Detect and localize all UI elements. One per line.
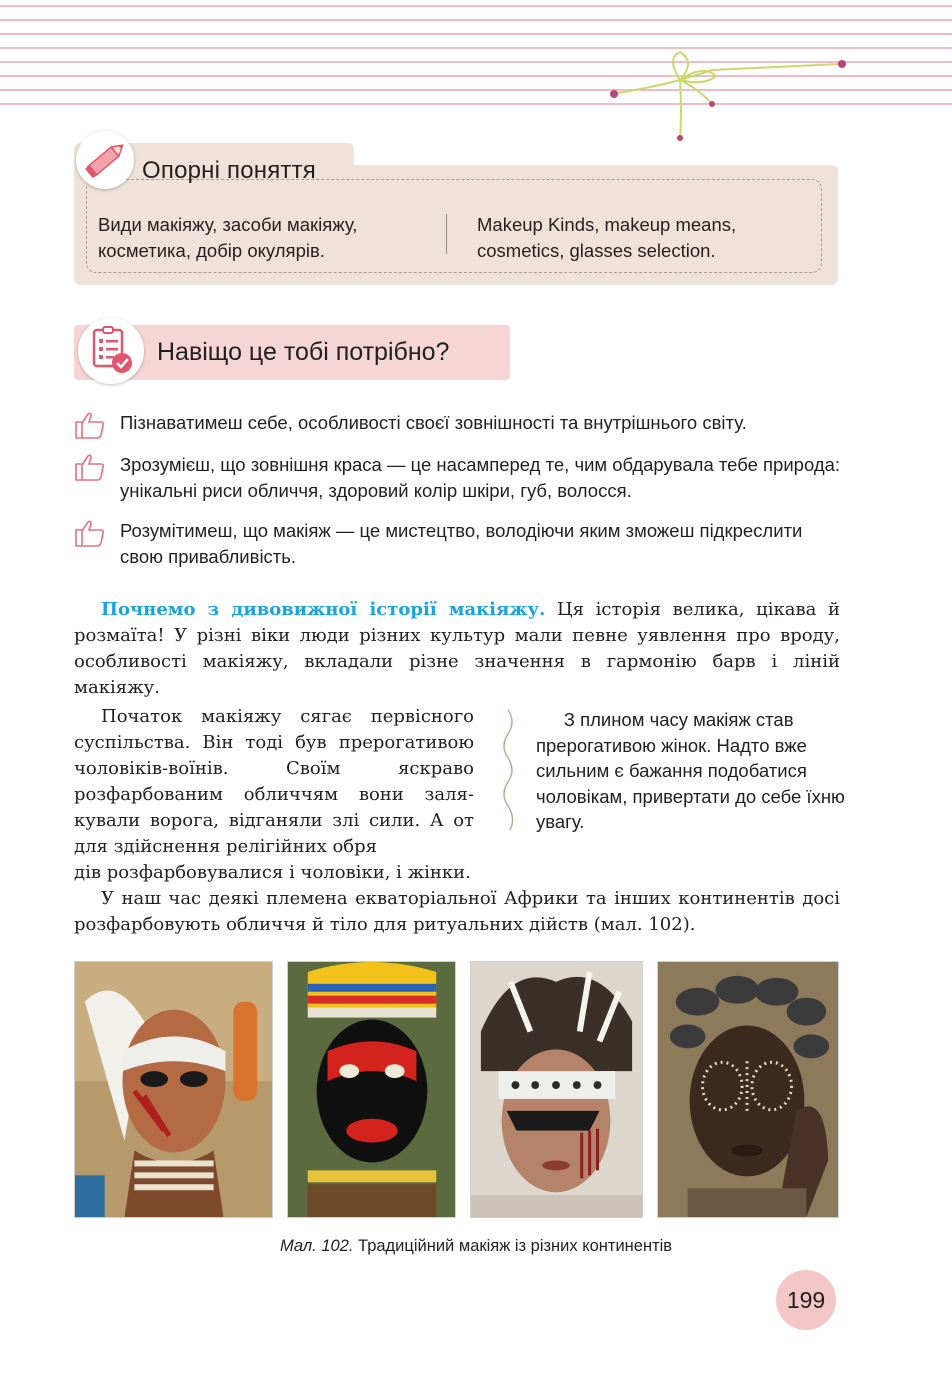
modern-text: У наш час деякі племена екваторіальної Африки та інших континентів досі розфарбовують обличчя й тіло для ритуальних дійств (мал. 102). (74, 888, 840, 935)
side-note (536, 707, 846, 835)
list-item-text: Пізнаватимеш себе, особливості своєї зовнішності та внутрішнього світу. (120, 412, 747, 433)
key-concepts-en-text: Makeup Kinds, makeup means, cosmetics, glasses selection. (477, 214, 737, 261)
intro-rest: Ця історія велика, цікава й розмаїта! У різні віки люди різних культур мали певне уявлення про вроду, особливості макіяжу, вкладали різне значення в гармонію барв і ліній макіяжу. (74, 599, 840, 698)
modern-paragraph (74, 886, 840, 938)
key-concepts-ua-text: Види макіяжу, засоби макіяжу, косметика, добір окулярів. (98, 214, 358, 261)
side-note-text: З плином часу макіяж став прерогативою жінок. Надто вже сильним є бажання подобатися чоловікам, привертати до себе їхню увагу. (536, 709, 845, 832)
history-text: Початок макіяжу сягає первісного суспільства. Він тоді був прерогативою чоловіків-воїнів. Своїм яскраво розфарбованим обличчям вони залякували ворога, відганяли злі сили. А от для здійснення релігійних обря (74, 706, 474, 857)
thumbs-up-icon (74, 452, 106, 482)
photo-papua-painted-face (287, 961, 456, 1218)
thumbs-up-icon (74, 518, 106, 548)
intro-paragraph (74, 597, 840, 701)
photo-tribal-child-headdress (470, 961, 643, 1218)
photo-african-girl-dotted-face (657, 961, 839, 1218)
figure-caption-text: Традиційний макіяж із різних континентів (358, 1237, 673, 1255)
concepts-divider (446, 214, 447, 254)
why-section-title: Навіщо це тобі потрібно? (157, 338, 450, 366)
figure-caption (0, 1237, 952, 1256)
intro-lead: Почнемо з дивовижної історії макіяжу. (101, 599, 546, 620)
thumbs-up-icon (74, 410, 106, 440)
bow-icon (612, 52, 840, 140)
page-number: 199 (776, 1270, 836, 1330)
key-concepts-title: Опорні поняття (142, 157, 316, 184)
history-paragraph-end: дів розфарбовувалися і чоловіки, і жінки. (74, 862, 471, 883)
history-paragraph (74, 704, 474, 860)
wavy-divider (500, 708, 522, 832)
list-item-text: Розумітимеш, що макіяж — це мистецтво, володіючи яким зможеш підкреслити свою привабливість. (120, 520, 803, 567)
list-item-text: Зрозумієш, що зовнішня краса — це насамперед те, чим обдарувала тебе природа: унікальні риси обличчя, здоровий колір шкіри, губ, волосся. (120, 454, 841, 501)
figure-label: Мал. 102. (279, 1237, 354, 1255)
photo-native-american-warrior (74, 961, 273, 1218)
checklist-icon (78, 318, 144, 384)
decorative-lines (0, 0, 952, 150)
pencil-icon (76, 131, 134, 189)
